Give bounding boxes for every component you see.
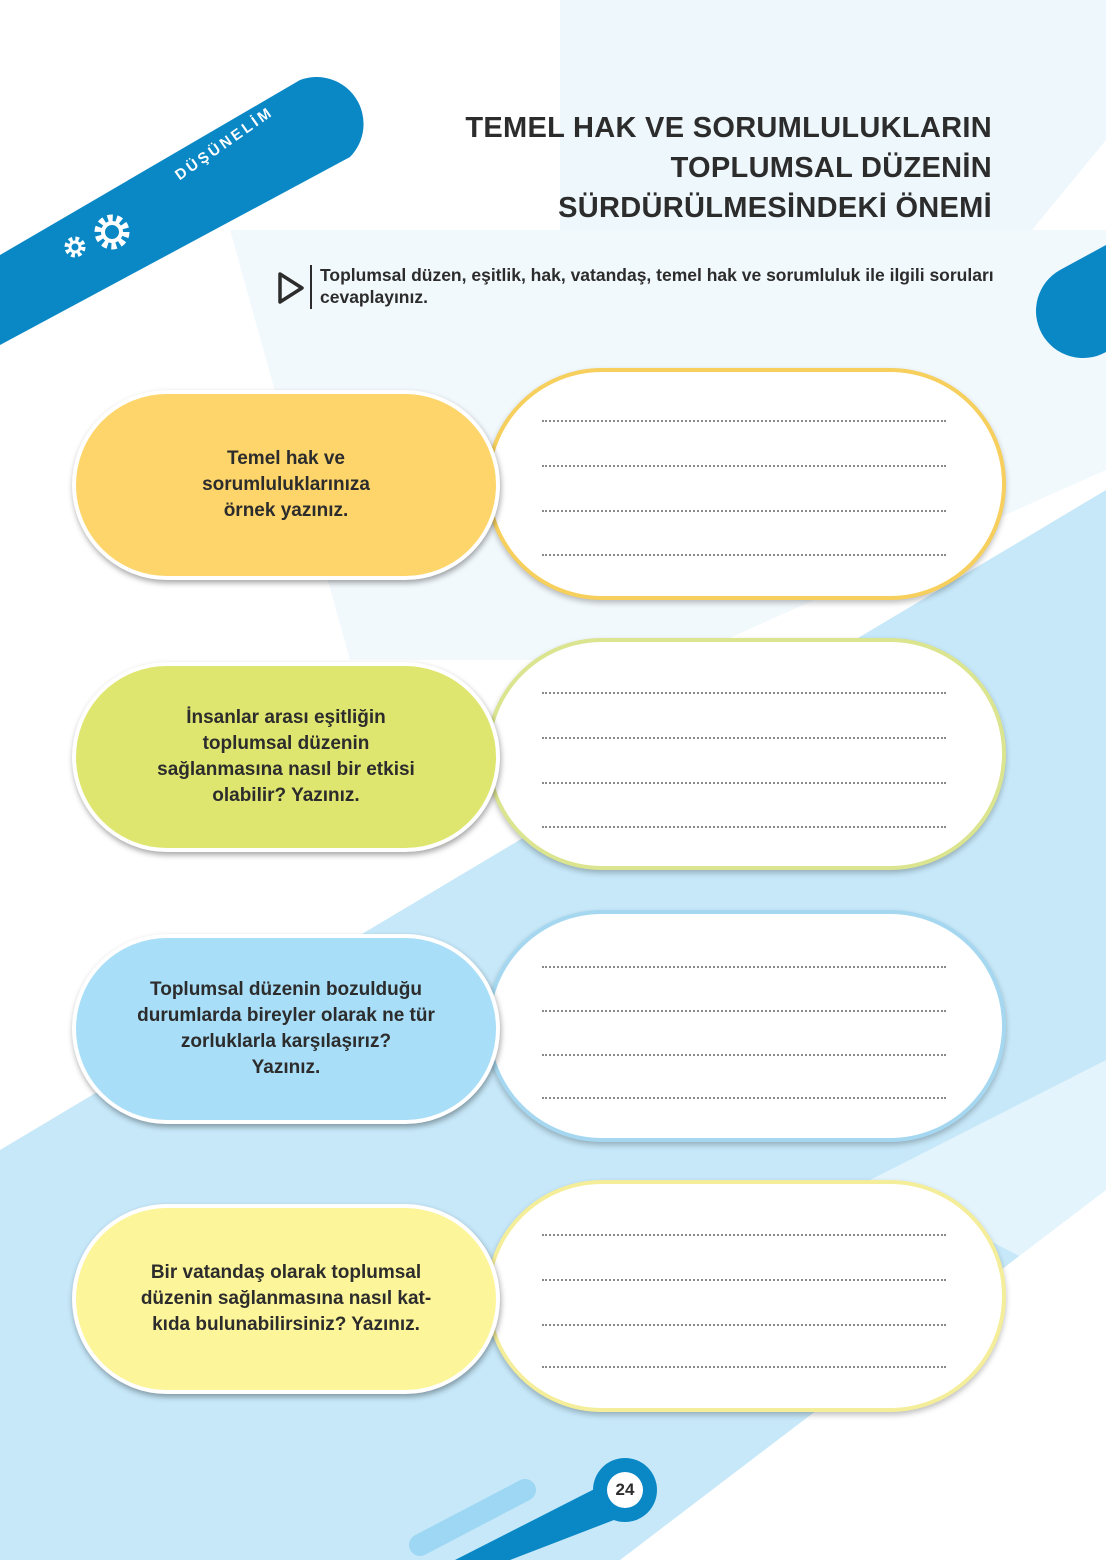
title-line-2: TOPLUMSAL DÜZENİN bbox=[670, 152, 992, 184]
instruction-divider bbox=[310, 265, 312, 309]
answer-line[interactable] bbox=[542, 1234, 946, 1236]
answer-line[interactable] bbox=[542, 1366, 946, 1368]
title-line-1: TEMEL HAK VE SORUMLULUKLARIN bbox=[465, 112, 992, 144]
page-title bbox=[292, 108, 992, 228]
answer-line[interactable] bbox=[542, 826, 946, 828]
page-number: 24 bbox=[607, 1472, 643, 1508]
answer-line[interactable] bbox=[542, 966, 946, 968]
instruction-text: Toplumsal düzen, eşitlik, hak, vatandaş, temel hak ve sorumluluk ile ilgili soruları cevaplayınız. bbox=[320, 265, 994, 307]
answer-box-3[interactable] bbox=[486, 910, 1006, 1142]
answer-line[interactable] bbox=[542, 465, 946, 467]
title-line-3: SÜRDÜRÜLMESİNDEKİ ÖNEMİ bbox=[558, 192, 992, 224]
answer-box-2[interactable] bbox=[486, 638, 1006, 870]
question-bubble-3: Toplumsal düzenin bozulduğu durumlarda bireyler olarak ne tür zorluklarla karşılaşırız? Yazınız. bbox=[72, 934, 500, 1124]
answer-line[interactable] bbox=[542, 737, 946, 739]
answer-line[interactable] bbox=[542, 1097, 946, 1099]
answer-line[interactable] bbox=[542, 1324, 946, 1326]
answer-line[interactable] bbox=[542, 1054, 946, 1056]
answer-line[interactable] bbox=[542, 554, 946, 556]
question-bubble-1: Temel hak ve sorumluluklarınıza örnek yazınız. bbox=[72, 390, 500, 580]
answer-line[interactable] bbox=[542, 692, 946, 694]
answer-line[interactable] bbox=[542, 510, 946, 512]
answer-line[interactable] bbox=[542, 1279, 946, 1281]
answer-box-1[interactable] bbox=[486, 368, 1006, 600]
play-arrow-icon bbox=[276, 270, 308, 306]
answer-line[interactable] bbox=[542, 1010, 946, 1012]
question-bubble-2: İnsanlar arası eşitliğin toplumsal düzenin sağlanmasına nasıl bir etkisi olabilir? Yazınız. bbox=[72, 662, 500, 852]
answer-box-4[interactable] bbox=[486, 1180, 1006, 1412]
banner-label: DÜŞÜNELİM bbox=[172, 103, 277, 184]
answer-line[interactable] bbox=[542, 782, 946, 784]
question-bubble-4: Bir vatandaş olarak toplumsal düzenin sağlanmasına nasıl kat- kıda bulunabilirsiniz? Yazınız. bbox=[72, 1204, 500, 1394]
answer-line[interactable] bbox=[542, 420, 946, 422]
